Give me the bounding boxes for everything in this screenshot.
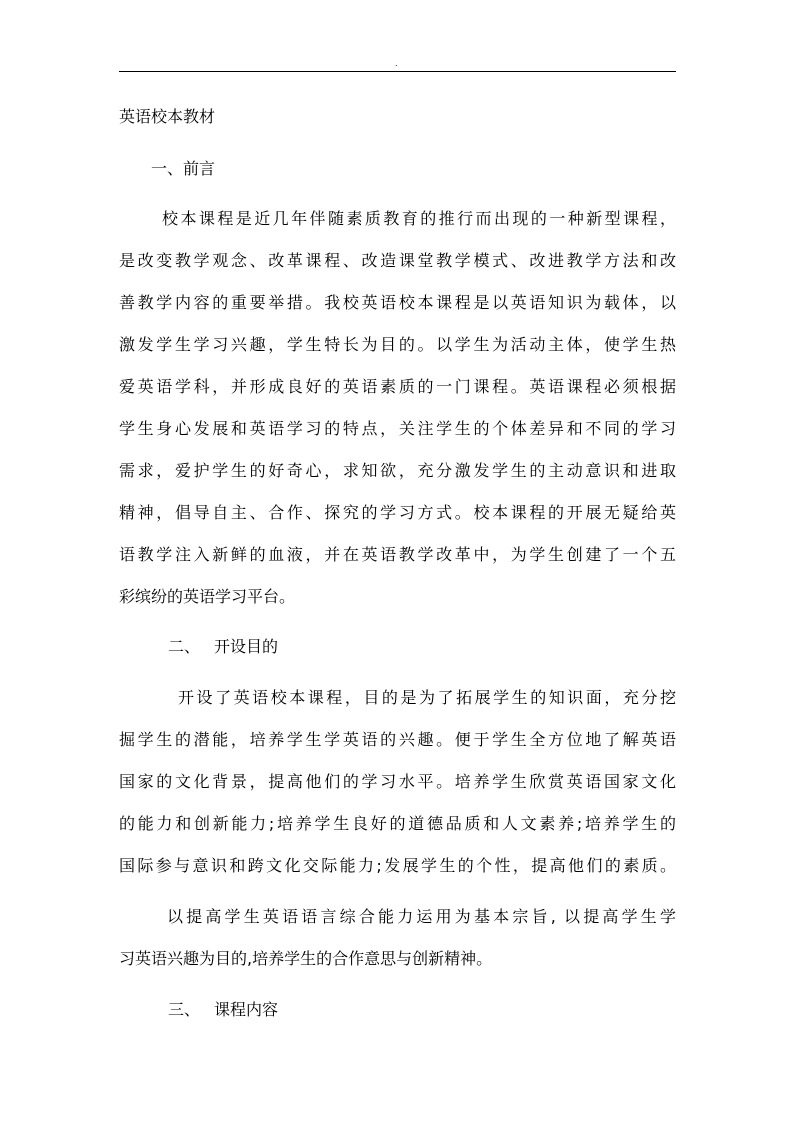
section-title: 前言 — [183, 159, 216, 178]
paragraph-line: 开设了英语校本课程，目的是为了拓展学生的知识面，充分挖 — [178, 688, 676, 707]
section-heading-3 — [168, 999, 278, 1021]
section-number: 一、 — [151, 159, 184, 178]
header-mark: . — [395, 59, 398, 68]
paragraph-line: 的能力和创新能力;培养学生良好的道德品质和人文素养;培养学生的 — [119, 814, 676, 833]
paragraph-line: 习英语兴趣为目的,培养学生的合作意思与创新精神。 — [119, 949, 493, 968]
paragraph-line: 精神，倡导自主、合作、探究的学习方式。校本课程的开展无疑给英 — [119, 503, 676, 522]
paragraph-line: 爱英语学科，并形成良好的英语素质的一门课程。英语课程必须根据 — [119, 377, 676, 396]
paragraph-line: 是改变教学观念、改革课程、改造课堂教学模式、改进教学方法和改 — [119, 251, 676, 270]
paragraph-line: 需求，爱护学生的好奇心，求知欲，充分激发学生的主动意识和进取 — [119, 461, 676, 480]
section-title: 课程内容 — [214, 1000, 279, 1019]
paragraph-line: 以提高学生英语语言综合能力运用为基本宗旨, 以提高学生学 — [167, 907, 676, 926]
paragraph-line: 掘学生的潜能，培养学生学英语的兴趣。便于学生全方位地了解英语 — [119, 730, 676, 749]
section-heading-1 — [151, 158, 215, 180]
section-title: 开设目的 — [214, 637, 279, 656]
paragraph-line: 校本课程是近几年伴随素质教育的推行而出现的一种新型课程， — [162, 209, 676, 228]
paragraph-line: 善教学内容的重要举措。我校英语校本课程是以英语知识为载体，以 — [119, 293, 676, 312]
document-title: 英语校本教材 — [119, 107, 216, 126]
section-number: 二、 — [168, 637, 201, 656]
section-number: 三、 — [168, 1000, 201, 1019]
paragraph-line: 激发学生学习兴趣，学生特长为目的。以学生为活动主体，使学生热 — [119, 335, 676, 354]
paragraph-line: 国际参与意识和跨文化交际能力;发展学生的个性，提高他们的素质。 — [119, 856, 676, 875]
paragraph-line: 国家的文化背景，提高他们的学习水平。培养学生欣赏英语国家文化 — [119, 772, 676, 791]
paragraph-line: 学生身心发展和英语学习的特点，关注学生的个体差异和不同的学习 — [119, 419, 676, 438]
section-heading-2 — [168, 636, 278, 658]
paragraph-line: 语教学注入新鲜的血液，并在英语教学改革中，为学生创建了一个五 — [119, 545, 676, 564]
paragraph-line: 彩缤纷的英语学习平台。 — [119, 587, 296, 606]
header-rule — [119, 71, 676, 72]
